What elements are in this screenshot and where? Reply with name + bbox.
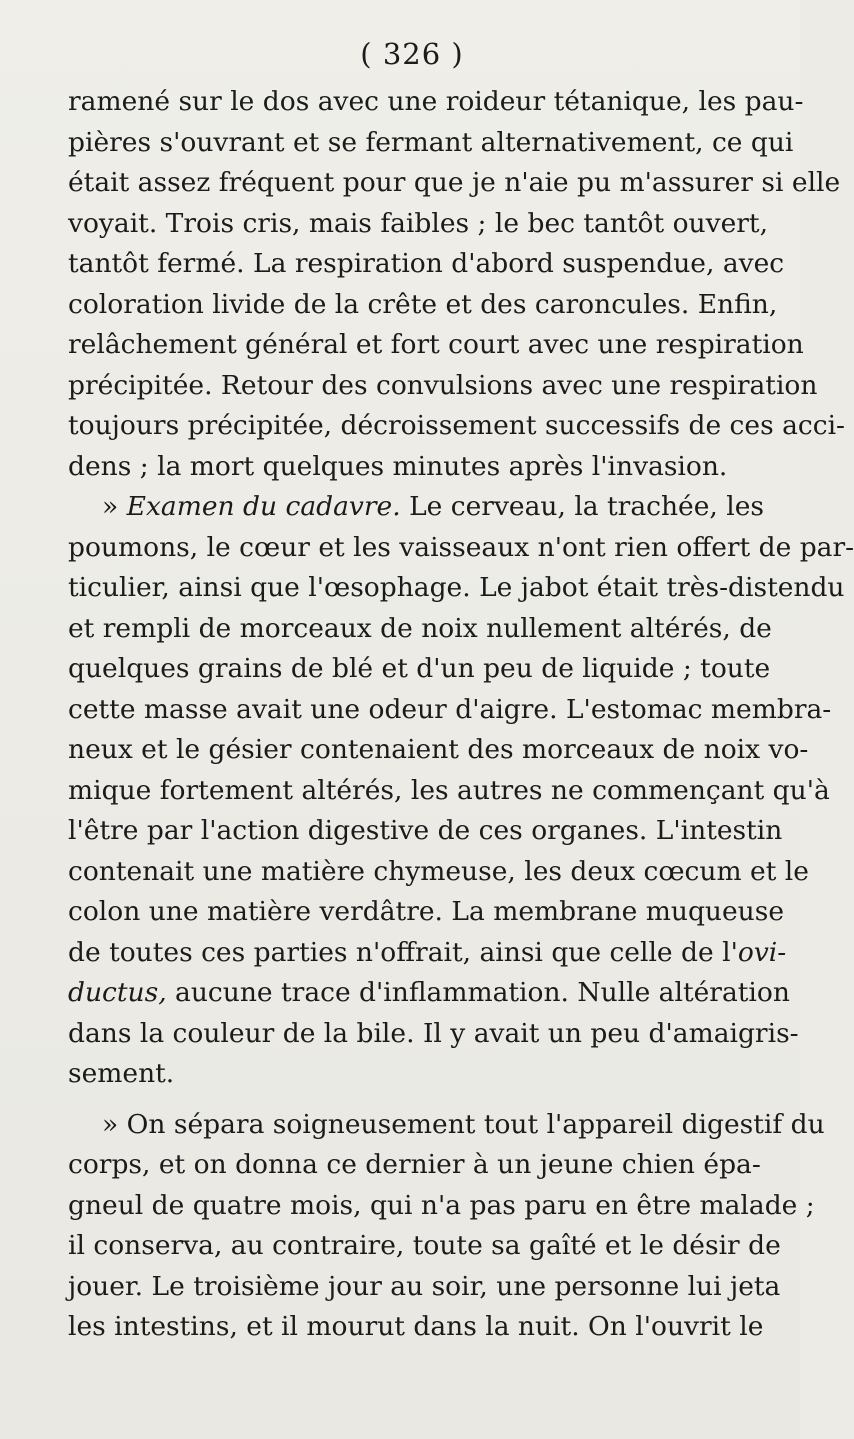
text-line: dans la couleur de la bile. Il y avait un peu d'amaigris- bbox=[68, 1017, 799, 1049]
text-line: gneul de quatre mois, qui n'a pas paru en être malade ; bbox=[68, 1189, 815, 1221]
text-line: mique fortement altérés, les autres ne commençant qu'à bbox=[68, 774, 830, 806]
text-line: » On sépara soigneusement tout l'appareil digestif du bbox=[102, 1108, 825, 1140]
text-span: Le cerveau, la trachée, les bbox=[400, 491, 765, 522]
text-line: dens ; la mort quelques minutes après l'invasion. bbox=[68, 450, 728, 482]
text-line: précipitée. Retour des convulsions avec une respiration bbox=[68, 369, 818, 401]
text-line: ramené sur le dos avec une roideur tétanique, les pau- bbox=[68, 86, 804, 117]
text-line: sement. bbox=[68, 1058, 175, 1089]
page-number: ( 326 ) bbox=[360, 37, 464, 71]
section-heading-italic: Examen du cadavre. bbox=[126, 491, 401, 522]
text-line: coloration livide de la crête et des caroncules. Enfin, bbox=[68, 288, 778, 320]
text-line bbox=[68, 487, 765, 528]
text-line: jouer. Le troisième jour au soir, une personne lui jeta bbox=[68, 1270, 781, 1302]
text-line: il conserva, au contraire, toute sa gaîté et le désir de bbox=[68, 1230, 781, 1261]
text-line: corps, et on donna ce dernier à un jeune chien épa- bbox=[68, 1149, 761, 1180]
text-line: relâchement général et fort court avec une respiration bbox=[68, 329, 804, 360]
quote-mark: » bbox=[102, 491, 127, 522]
text-line: tantôt fermé. La respiration d'abord suspendue, avec bbox=[68, 248, 785, 279]
text-line bbox=[68, 933, 787, 974]
text-line: contenait une matière chymeuse, les deux cœcum et le bbox=[68, 855, 809, 887]
text-span: de toutes ces parties n'offrait, ainsi que celle de l' bbox=[68, 936, 738, 968]
text-line: pières s'ouvrant et se fermant alternativement, ce qui bbox=[68, 126, 794, 158]
text-line: toujours précipitée, décroissement successifs de ces acci- bbox=[68, 410, 846, 441]
text-line: colon une matière verdâtre. La membrane muqueuse bbox=[68, 896, 785, 927]
text-line bbox=[68, 973, 790, 1014]
italic-term: ductus, bbox=[68, 977, 167, 1008]
text-line: neux et le gésier contenaient des morceaux de noix vo- bbox=[68, 734, 809, 765]
text-line: cette masse avait une odeur d'aigre. L'estomac membra- bbox=[68, 693, 832, 725]
text-line: et rempli de morceaux de noix nullement altérés, de bbox=[68, 612, 772, 644]
paragraph-gap bbox=[68, 1095, 756, 1105]
text-line: ticulier, ainsi que l'œsophage. Le jabot était très-distendu bbox=[68, 572, 845, 603]
paragraph-experiment bbox=[68, 1105, 825, 1348]
italic-term: ovi- bbox=[737, 936, 787, 968]
text-line: l'être par l'action digestive de ces organes. L'intestin bbox=[68, 815, 783, 846]
text-line: voyait. Trois cris, mais faibles ; le bec tantôt ouvert, bbox=[68, 207, 768, 239]
text-line: poumons, le cœur et les vaisseaux n'ont rien offert de par- bbox=[68, 531, 854, 563]
text-line: quelques grains de blé et d'un peu de liquide ; toute bbox=[68, 653, 771, 684]
paragraph-examen-du-cadavre bbox=[68, 487, 854, 1095]
text-line: était assez fréquent pour que je n'aie pu m'assurer si elle bbox=[68, 167, 841, 198]
paragraph-symptoms bbox=[68, 82, 846, 487]
text-line: les intestins, et il mourut dans la nuit. On l'ouvrit le bbox=[68, 1311, 764, 1342]
text-span: aucune trace d'inflammation. Nulle altération bbox=[166, 977, 790, 1008]
